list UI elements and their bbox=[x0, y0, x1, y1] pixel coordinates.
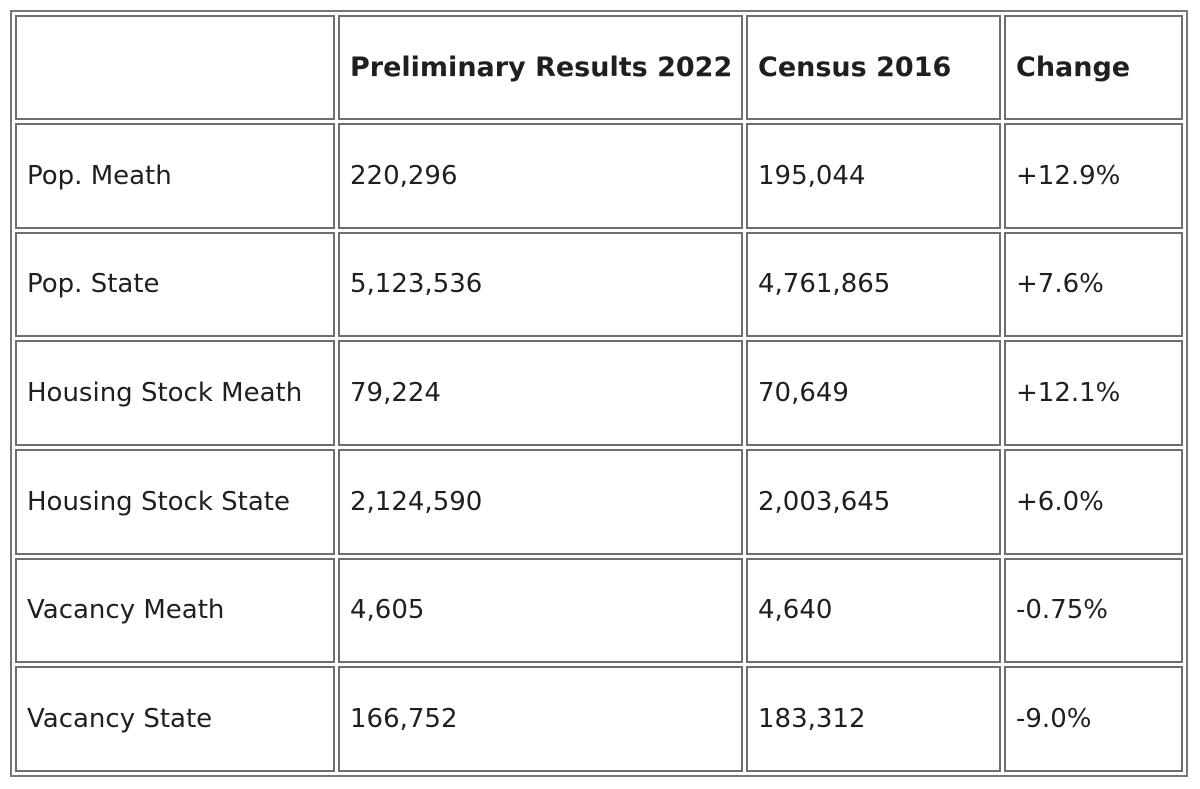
change-value: -0.75% bbox=[1004, 558, 1183, 664]
row-label: Housing Stock State bbox=[15, 449, 335, 555]
change-value: +6.0% bbox=[1004, 449, 1183, 555]
census-2016-value: 195,044 bbox=[746, 123, 1001, 229]
change-value: +7.6% bbox=[1004, 232, 1183, 338]
header-cell-preliminary-2022: Preliminary Results 2022 bbox=[338, 15, 743, 120]
header-cell-change: Change bbox=[1004, 15, 1183, 120]
preliminary-2022-value: 166,752 bbox=[338, 666, 743, 772]
preliminary-2022-value: 4,605 bbox=[338, 558, 743, 664]
row-label: Housing Stock Meath bbox=[15, 340, 335, 446]
table-row bbox=[15, 449, 1183, 555]
header-row bbox=[15, 15, 1183, 120]
census-2016-value: 4,640 bbox=[746, 558, 1001, 664]
census-comparison-table bbox=[10, 10, 1188, 777]
table-row bbox=[15, 558, 1183, 664]
preliminary-2022-value: 79,224 bbox=[338, 340, 743, 446]
table-row bbox=[15, 123, 1183, 229]
table-row bbox=[15, 232, 1183, 338]
header-cell-census-2016: Census 2016 bbox=[746, 15, 1001, 120]
census-2016-value: 4,761,865 bbox=[746, 232, 1001, 338]
preliminary-2022-value: 2,124,590 bbox=[338, 449, 743, 555]
change-value: +12.1% bbox=[1004, 340, 1183, 446]
row-label: Vacancy Meath bbox=[15, 558, 335, 664]
change-value: -9.0% bbox=[1004, 666, 1183, 772]
preliminary-2022-value: 5,123,536 bbox=[338, 232, 743, 338]
row-label: Vacancy State bbox=[15, 666, 335, 772]
header-cell-blank bbox=[15, 15, 335, 120]
row-label: Pop. Meath bbox=[15, 123, 335, 229]
change-value: +12.9% bbox=[1004, 123, 1183, 229]
census-2016-value: 183,312 bbox=[746, 666, 1001, 772]
table-row bbox=[15, 666, 1183, 772]
table-row bbox=[15, 340, 1183, 446]
row-label: Pop. State bbox=[15, 232, 335, 338]
preliminary-2022-value: 220,296 bbox=[338, 123, 743, 229]
census-table-container bbox=[10, 10, 1188, 777]
census-2016-value: 70,649 bbox=[746, 340, 1001, 446]
census-2016-value: 2,003,645 bbox=[746, 449, 1001, 555]
